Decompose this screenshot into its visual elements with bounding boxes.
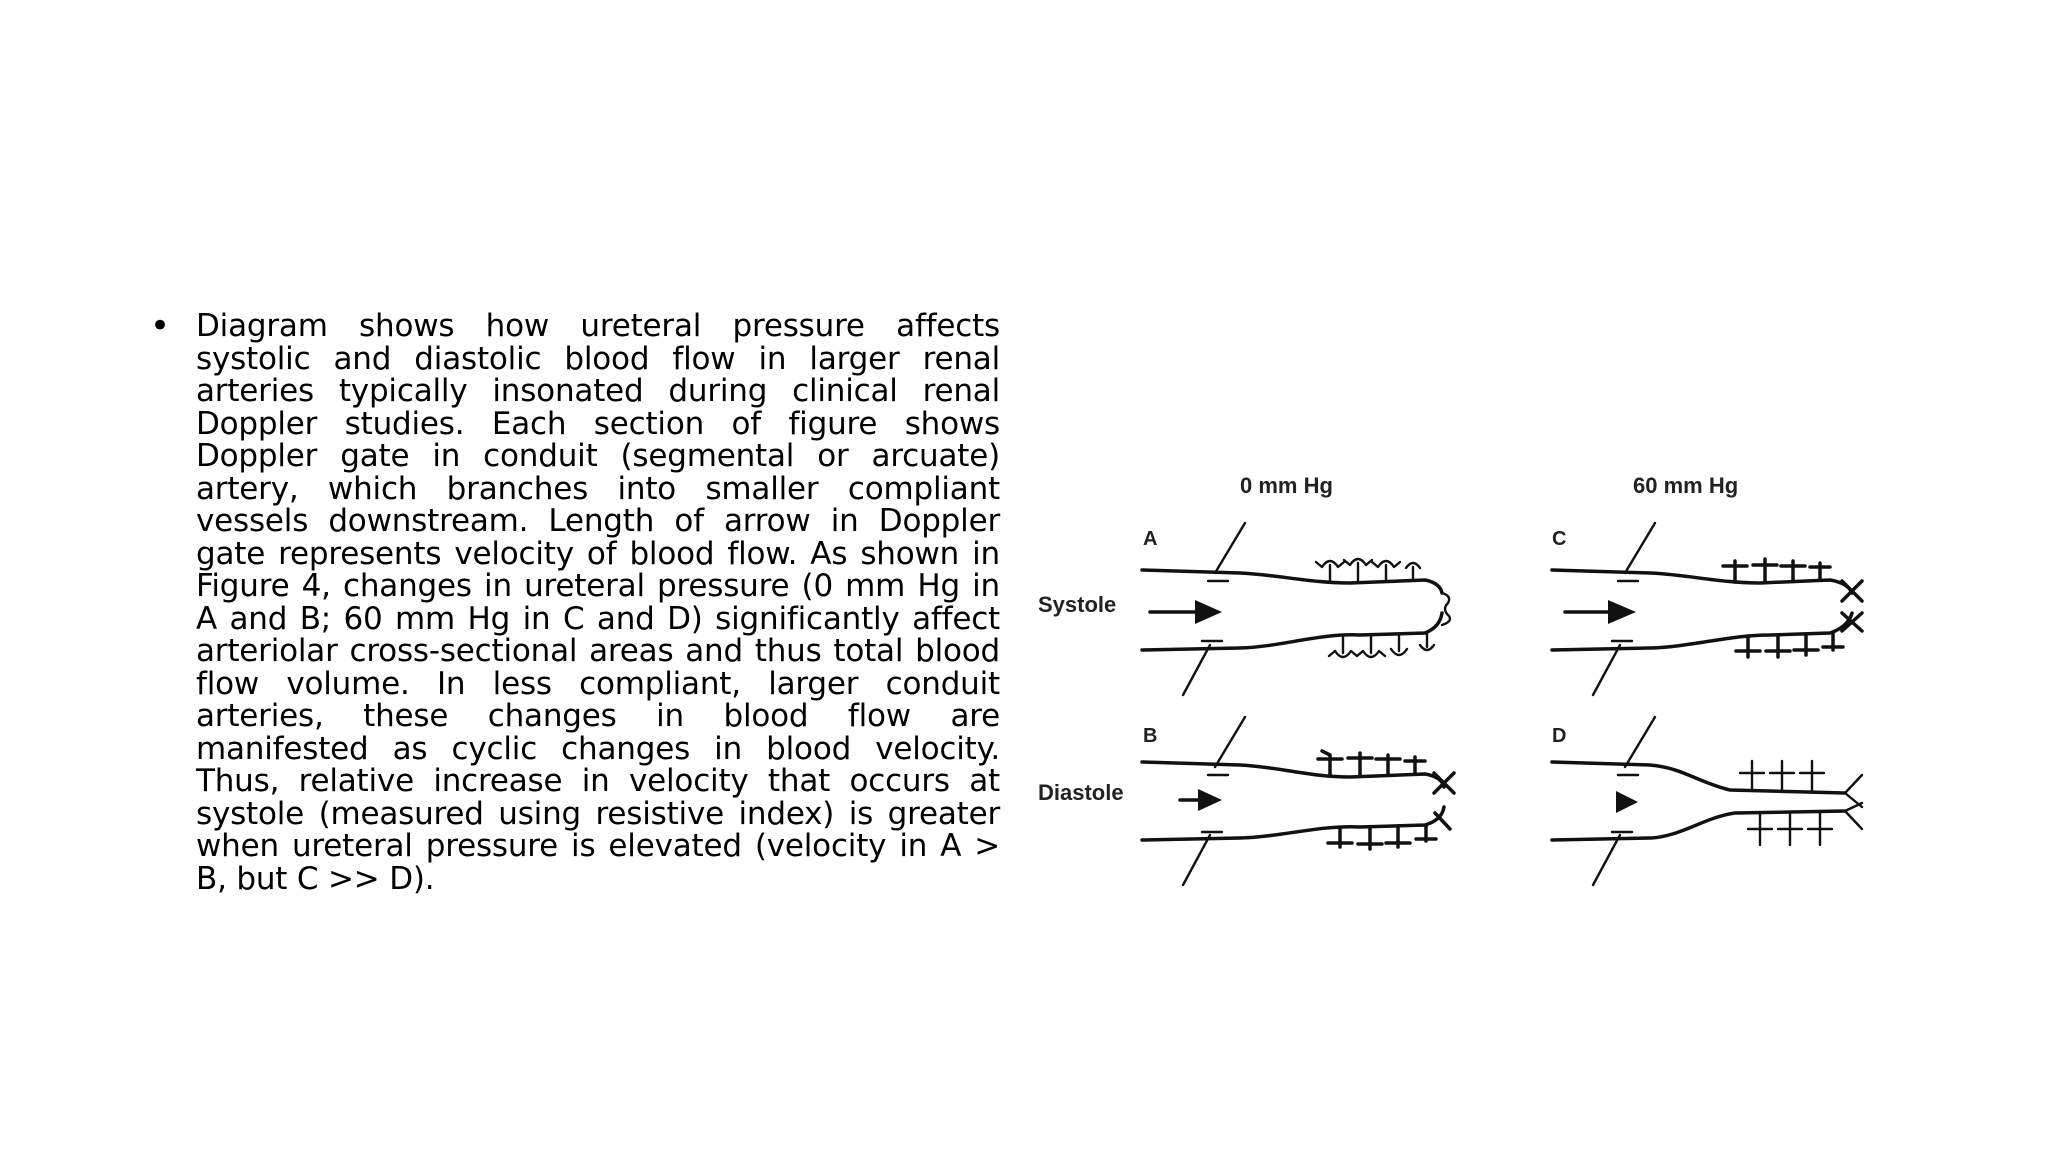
panel-a-vessel bbox=[1142, 523, 1450, 695]
panel-c-vessel bbox=[1552, 523, 1862, 695]
velocity-arrow-icon bbox=[1616, 791, 1638, 813]
text-block bbox=[150, 306, 1000, 897]
row-label-systole: Systole bbox=[1038, 592, 1117, 617]
doppler-figure bbox=[1030, 455, 1930, 895]
bullet-paragraph: Diagram shows how ureteral pressure affects systolic and diastolic blood flow in larger renal arteries typically insonated during clinical renal Doppler studies. Each section of figure shows Doppler gate in conduit (segmental or arcuate) artery, which branches into smaller compliant vessels downstream. Length of arrow in Doppler gate represents velocity of blood flow. As shown in Figure 4, changes in ureteral pressure (0 mm Hg in A and B; 60 mm Hg in C and D) significantly affect arteriolar cross-sectional areas and thus total blood flow volume. In less compliant, larger conduit arteries, these changes in blood flow are manifested as cyclic changes in blood velocity. Thus, relative increase in velocity that occurs at systole (measured using resistive index) is greater when ureteral pressure is elevated (velocity in A > B, but C >> D). bbox=[196, 308, 1000, 897]
bullet-icon: • bbox=[150, 306, 171, 346]
panel-label-a: A bbox=[1143, 528, 1158, 550]
panel-d-vessel bbox=[1552, 717, 1862, 885]
velocity-arrow-icon bbox=[1608, 600, 1636, 624]
column-header-60mmhg: 60 mm Hg bbox=[1633, 473, 1739, 498]
doppler-diagram bbox=[1030, 455, 1930, 895]
bullet-item bbox=[150, 306, 1000, 897]
row-label-diastole: Diastole bbox=[1038, 780, 1124, 805]
panel-label-c: C bbox=[1552, 528, 1567, 550]
velocity-arrow-icon bbox=[1195, 600, 1222, 624]
panel-label-d: D bbox=[1552, 725, 1567, 747]
column-header-0mmhg: 0 mm Hg bbox=[1240, 473, 1333, 498]
panel-label-b: B bbox=[1143, 725, 1158, 747]
velocity-arrow-icon bbox=[1198, 789, 1222, 811]
panel-b-vessel bbox=[1142, 717, 1454, 885]
